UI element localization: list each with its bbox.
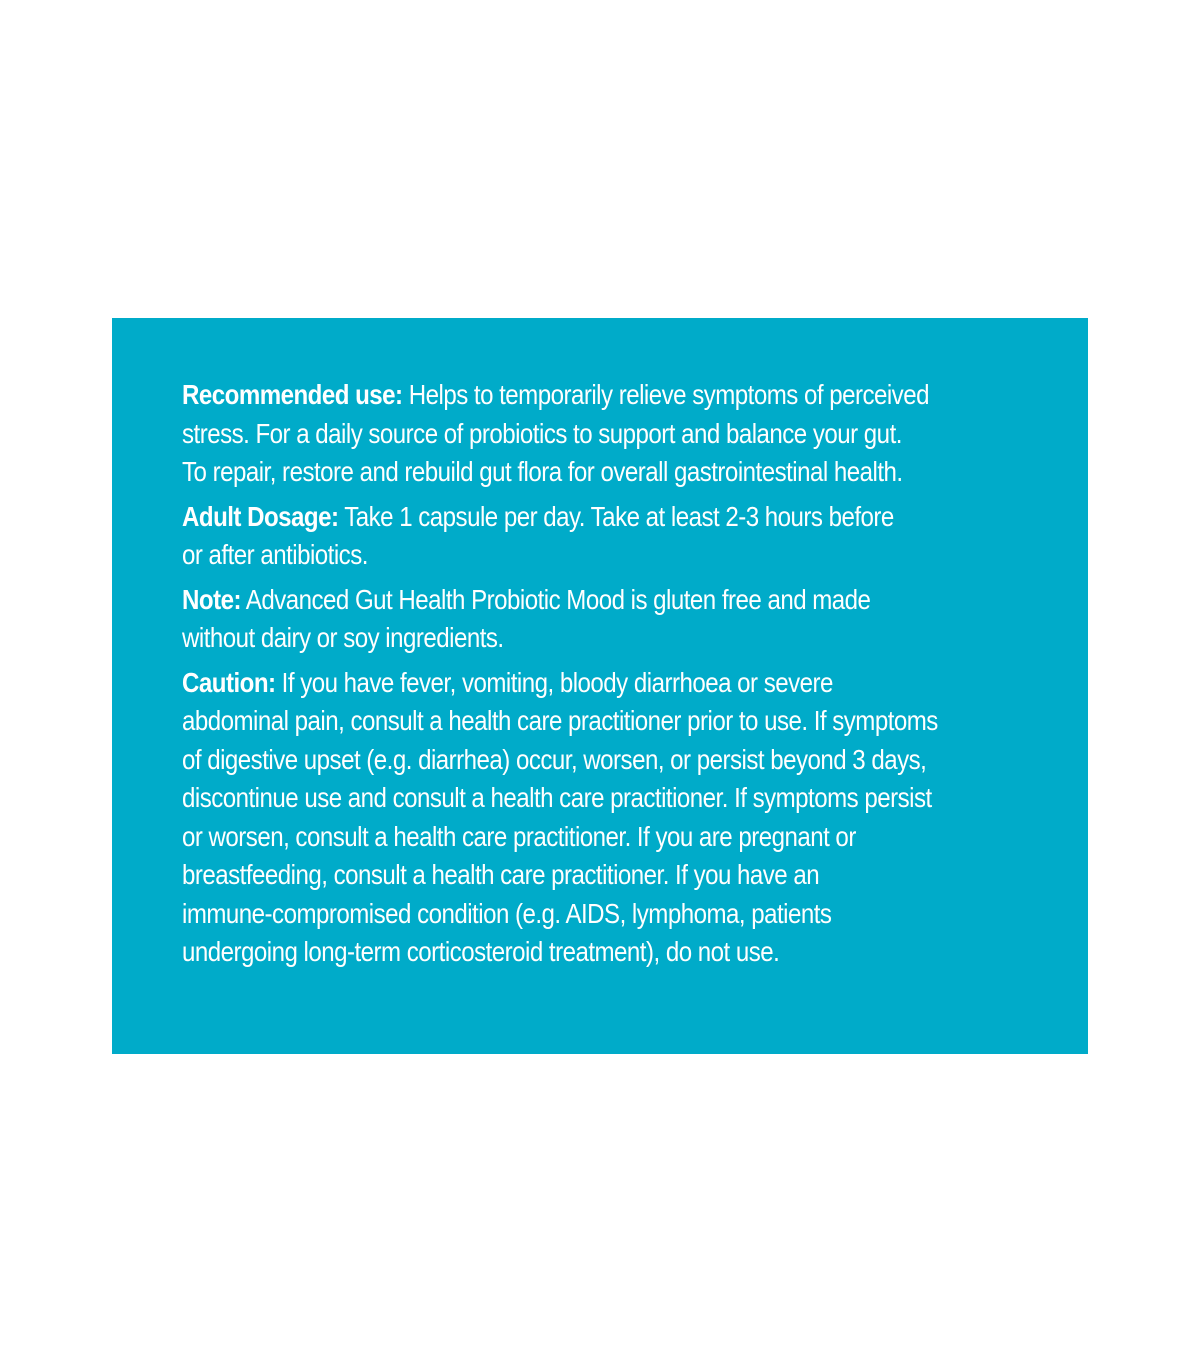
adult-dosage-line-2: or after antibiotics. (182, 539, 368, 570)
caution-line-1: Caution: If you have fever, vomiting, bloody diarrhoea or severe (182, 666, 833, 698)
caution-line-8: undergoing long-term corticosteroid treatment), do not use. (182, 936, 780, 967)
caution-line-2: abdominal pain, consult a health care practitioner prior to use. If symptoms (182, 705, 938, 736)
recommended-use-line-3: To repair, restore and rebuild gut flora for overall gastrointestinal health. (182, 456, 903, 487)
caution-line-7: immune-compromised condition (e.g. AIDS, lymphoma, patients (182, 897, 832, 929)
adult-dosage-label: Adult Dosage: (182, 500, 339, 532)
recommended-use-label: Recommended use: (182, 379, 403, 410)
caution-line-3: of digestive upset (e.g. diarrhea) occur, worsen, or persist beyond 3 days, (182, 743, 927, 775)
note-section (182, 581, 1068, 658)
adult-dosage-section (182, 498, 1068, 575)
recommended-use-section (182, 376, 1068, 492)
adult-dosage-line-1: Adult Dosage: Take 1 capsule per day. Take at least 2-3 hours before (182, 500, 894, 532)
note-label: Note: (182, 583, 241, 615)
caution-line-5: or worsen, consult a health care practitioner. If you are pregnant or (182, 820, 856, 852)
recommended-use-line-2: stress. For a daily source of probiotics to support and balance your gut. (182, 417, 902, 449)
note-line-2: without dairy or soy ingredients. (182, 622, 504, 653)
caution-section (182, 664, 1068, 972)
caution-label: Caution: (182, 666, 276, 698)
recommended-use-line-1: Recommended use: Helps to temporarily relieve symptoms of perceived (182, 379, 929, 410)
note-line-1: Note: Advanced Gut Health Probiotic Mood is gluten free and made (182, 583, 871, 615)
caution-line-4: discontinue use and consult a health care practitioner. If symptoms persist (182, 782, 932, 813)
label-panel (112, 318, 1088, 1054)
caution-line-6: breastfeeding, consult a health care practitioner. If you have an (182, 859, 820, 890)
